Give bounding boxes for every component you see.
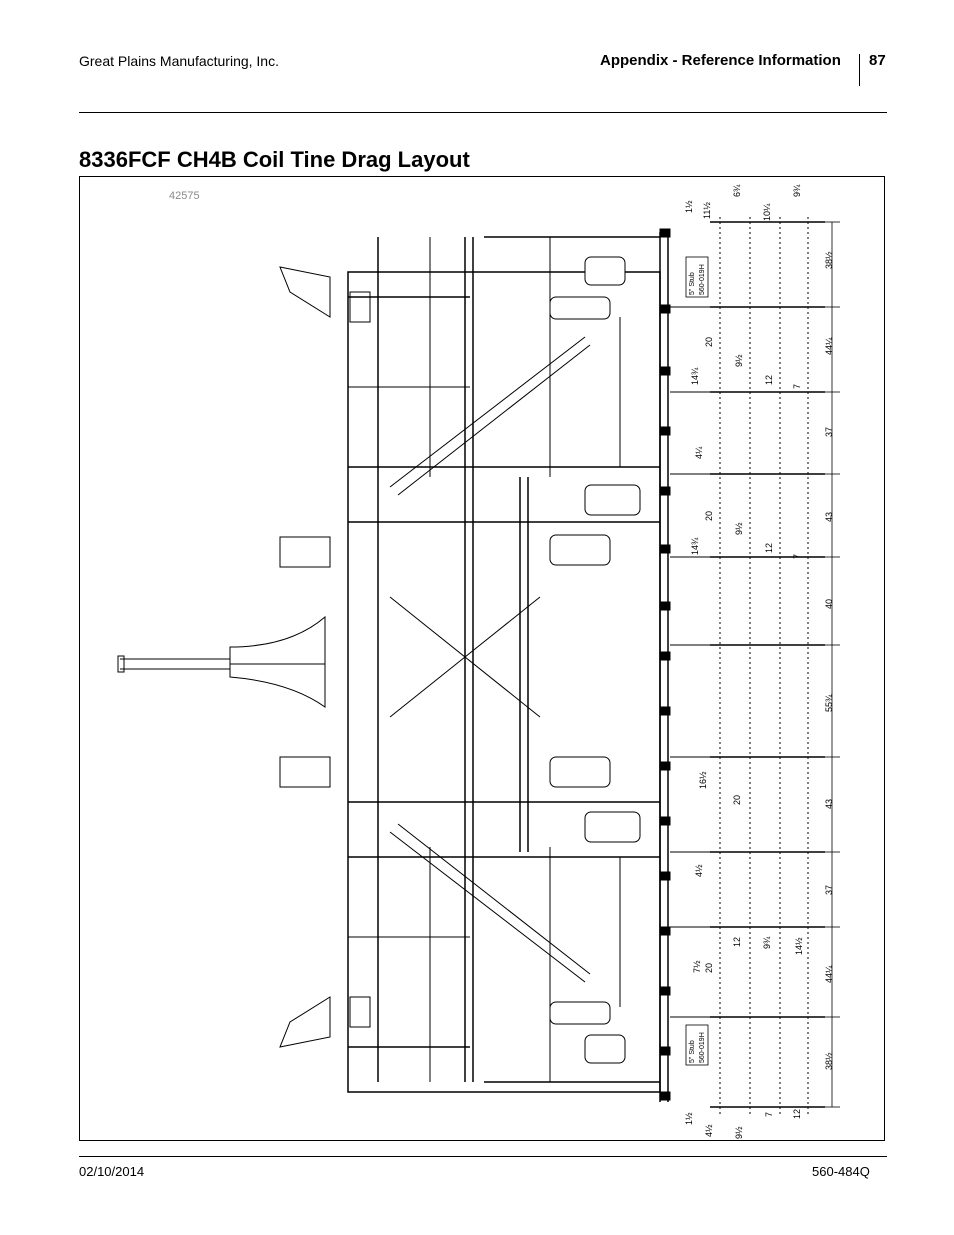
dim-j: 7	[792, 383, 802, 389]
dim-right-7: 43	[824, 798, 834, 809]
dim-g: 9½	[734, 354, 744, 367]
stub-label-top: 5" Stub	[689, 272, 696, 295]
stub-part-bottom: 560-019H	[699, 1032, 706, 1063]
dim-r: 20	[732, 794, 742, 805]
header-company: Great Plains Manufacturing, Inc.	[79, 53, 279, 69]
header-separator	[859, 54, 860, 86]
page-number: 87	[869, 52, 886, 69]
coil-tine-rows	[720, 217, 808, 1117]
layout-figure	[79, 176, 885, 1141]
dim-u: 9¾	[762, 936, 772, 949]
dim-f: 20	[704, 336, 714, 347]
figure-id: 42575	[169, 190, 200, 202]
dim-k: 4¼	[694, 446, 704, 459]
dim-i: 12	[764, 374, 774, 385]
right-dimension-labels	[824, 251, 834, 1070]
page-title: 8336FCF CH4B Coil Tine Drag Layout	[79, 147, 470, 172]
stub-callout-top	[686, 257, 708, 297]
dim-right-6: 55¾	[824, 694, 834, 712]
dim-x: 20	[704, 962, 714, 973]
dim-t: 12	[732, 936, 742, 947]
dim-d: 10¼	[762, 203, 772, 221]
header-rule	[79, 112, 887, 113]
dim-a: 1½	[684, 200, 694, 213]
dim-right-5: 40	[824, 598, 834, 609]
dim-right-3: 37	[824, 426, 834, 437]
tires	[550, 257, 640, 1063]
coil-tine-drag	[710, 222, 825, 1107]
dim-e: 9¾	[792, 184, 802, 197]
stub-label-bottom: 5" Stub	[689, 1040, 696, 1063]
footer-rule	[79, 1156, 887, 1157]
frame-braces	[348, 237, 620, 1082]
dim-ac: 12	[792, 1108, 802, 1119]
drag-layout-drawing	[80, 177, 884, 1140]
drag-arms	[670, 307, 710, 1017]
dim-right-4: 43	[824, 511, 834, 522]
dim-b: 11½	[702, 202, 712, 219]
dim-ab: 7	[764, 1111, 774, 1117]
dim-y: 1½	[684, 1112, 694, 1125]
spacing-dimension-labels	[684, 184, 804, 1139]
dim-c: 6¾	[732, 184, 742, 197]
dim-right-1: 38½	[824, 251, 834, 269]
dim-w: 7½	[692, 960, 702, 973]
dim-n: 14¾	[690, 537, 700, 555]
dim-h: 14¾	[690, 367, 700, 385]
dim-s: 4½	[694, 864, 704, 877]
footer-doc-number: 560-484Q	[812, 1164, 870, 1179]
dim-right-8: 37	[824, 884, 834, 895]
dim-right-9: 44¼	[824, 965, 834, 983]
dim-o: 12	[764, 542, 774, 553]
stub-part-top: 560-019H	[699, 264, 706, 295]
dim-aa: 9½	[734, 1126, 744, 1139]
hitch-tongue	[118, 617, 325, 707]
dim-l: 20	[704, 510, 714, 521]
dim-right-2: 44¼	[824, 337, 834, 355]
dim-right-10: 38½	[824, 1052, 834, 1070]
header-section: Appendix - Reference Information	[600, 52, 841, 69]
dim-m: 9½	[734, 522, 744, 535]
dim-p: 7	[792, 553, 802, 559]
dim-v: 14½	[794, 937, 804, 955]
dim-z: 4½	[704, 1124, 714, 1137]
dim-q: 16½	[698, 771, 708, 789]
footer-date: 02/10/2014	[79, 1164, 145, 1179]
stub-callout-bottom	[686, 1025, 708, 1065]
